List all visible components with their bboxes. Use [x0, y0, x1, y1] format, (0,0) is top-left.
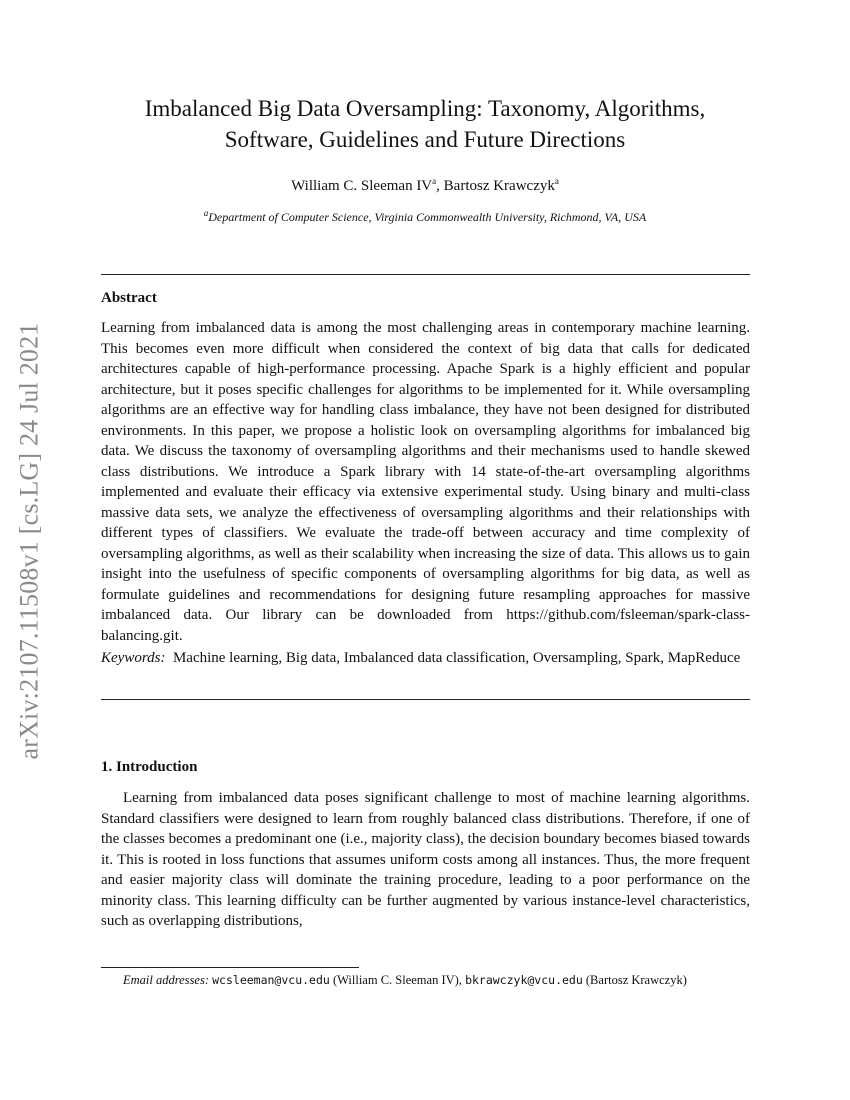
abstract-heading: Abstract — [101, 290, 157, 306]
abstract-bottom-rule — [101, 699, 750, 700]
author-1: William C. Sleeman IV — [291, 178, 433, 194]
title-line-2: Software, Guidelines and Future Directions — [224, 127, 626, 152]
author-2-affil-mark: a — [554, 176, 559, 186]
introduction-body: Learning from imbalanced data poses significant challenge to most of machine learning algorithms. Standard classifiers were designed to learn from roughly balanced class distributions. Therefore, if one of the classes becomes a predominant one (i.e., majority class), the decision boundary becomes biased towards it. This is rooted in loss functions that assumes uniform costs among all instances. Thus, the more frequent and easier majority class will dominate the training procedure, leading to a poor performance on the minority class. This learning difficulty can be further augmented by various instance-level characteristics, such as overlapping distributions, — [101, 790, 750, 929]
introduction-heading: 1. Introduction — [101, 759, 198, 775]
affiliation-text: Department of Computer Science, Virginia Commonwealth University, Richmond, VA, USA — [208, 210, 647, 224]
footnote-email-1[interactable]: wcsleeman@vcu.edu — [212, 973, 330, 987]
arxiv-stamp — [10, 306, 50, 776]
footnote-email-2[interactable]: bkrawczyk@vcu.edu — [465, 973, 583, 987]
affiliation-mark: a — [203, 208, 209, 218]
keywords-text: Machine learning, Big data, Imbalanced data classification, Oversampling, Spark, MapReduce — [172, 650, 741, 666]
keywords-label: Keywords: — [101, 650, 166, 666]
footnote-label: Email addresses: — [123, 973, 209, 987]
author-separator: , — [436, 178, 444, 194]
author-1-affil-mark: a — [432, 176, 437, 186]
footnote-rule — [101, 967, 359, 968]
author-2: Bartosz Krawczyk — [443, 178, 555, 194]
footnote — [101, 972, 751, 989]
footnote-name-2: (Bartosz Krawczyk) — [585, 973, 687, 987]
author-list — [60, 177, 790, 195]
affiliation — [60, 210, 790, 225]
abstract-top-rule — [101, 274, 750, 275]
abstract-body: Learning from imbalanced data is among the most challenging areas in contemporary machine learning. This becomes even more difficult when considered the context of big data that calls for dedicated architectures capable of high-performance processing. Apache Spark is a highly efficient and popular architecture, but it poses specific challenges for algorithms to be implemented for it. While oversampling algorithms are an effective way for handling class imbalance, they have not been designed for distributed environments. In this paper, we propose a holistic look on oversampling algorithms for imbalanced big data. We discuss the taxonomy of oversampling algorithms and their mechanisms used to handle skewed class distributions. We introduce a Spark library with 14 state-of-the-art oversampling algorithms implemented and evaluate their efficacy via extensive experimental study. Using binary and multi-class massive data sets, we analyze the effectiveness of oversampling algorithms and their relationships with different types of classifiers. We evaluate the trade-off between accuracy and time complexity of oversampling algorithms, as well as their scalability when increasing the size of data. This allows us to gain insight into the usefulness of specific components of oversampling algorithms for big data, as well as formulate guidelines and recommendations for designing future resampling approaches for massive imbalanced data. Our library can be downloaded from https://github.com/fsleeman/spark-class-balancing.git. — [101, 320, 750, 644]
paper-title — [60, 93, 790, 155]
keywords — [101, 648, 750, 669]
footnote-name-1: (William C. Sleeman IV), — [332, 973, 462, 987]
arxiv-stamp-text: arXiv:2107.11508v1 [cs.LG] 24 Jul 2021 — [15, 322, 45, 760]
title-line-1: Imbalanced Big Data Oversampling: Taxonomy, Algorithms, — [144, 96, 706, 121]
